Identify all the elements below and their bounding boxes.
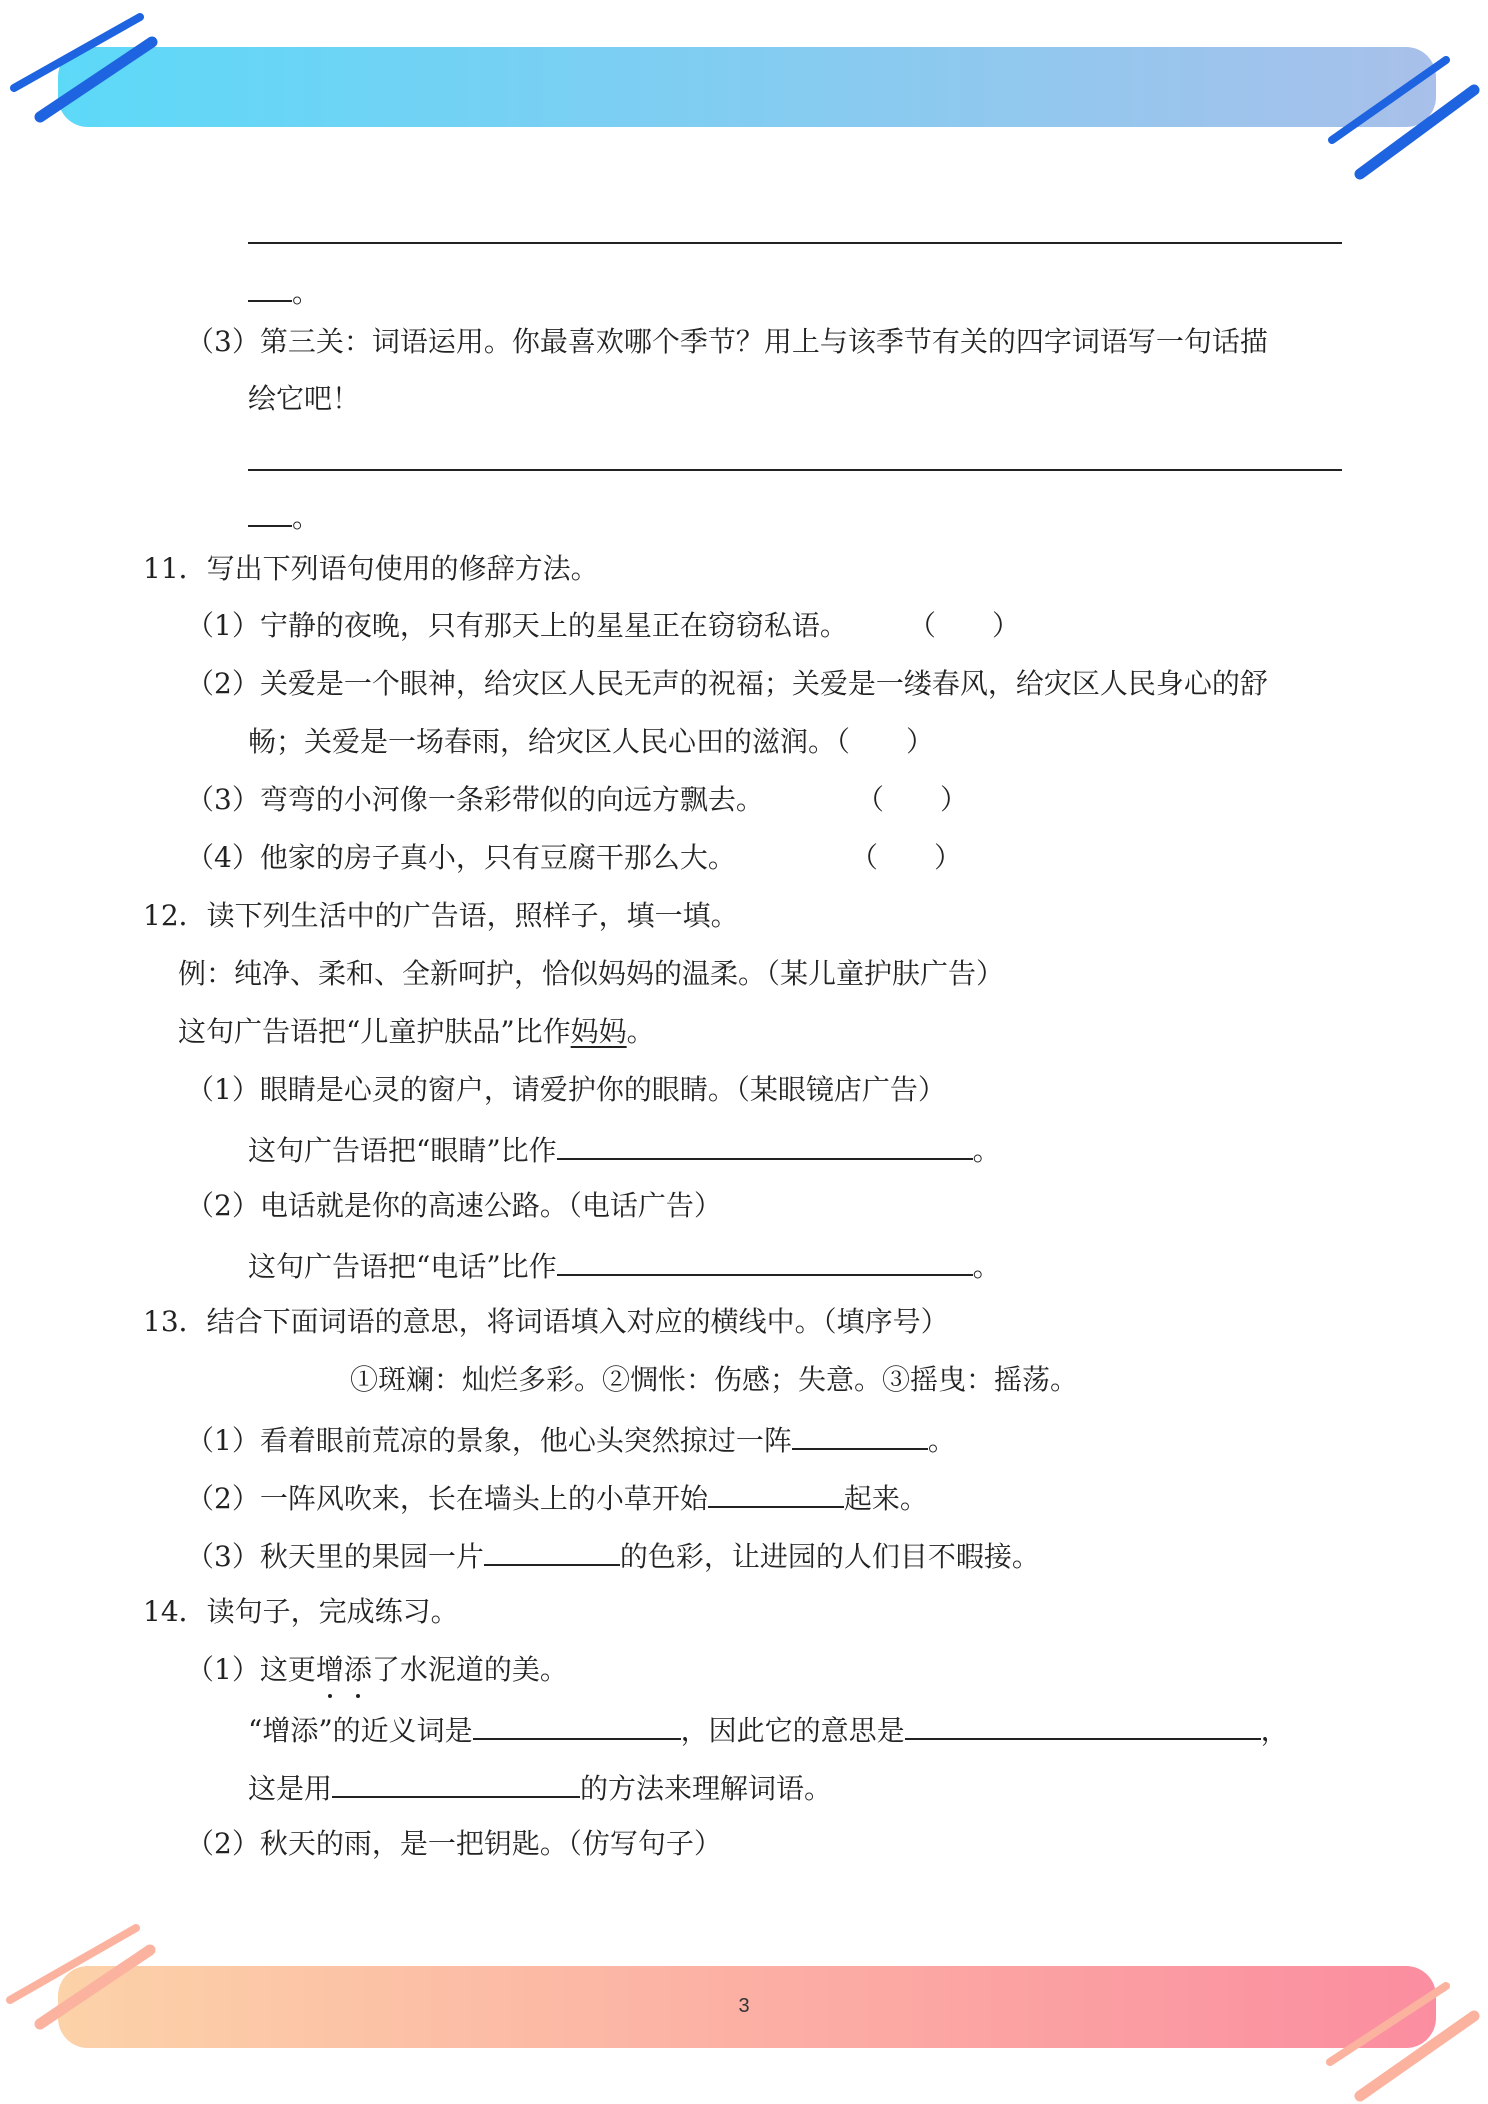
q14-s1-before: （1）这更 <box>186 1653 316 1686</box>
q12-example-answer <box>178 1012 655 1052</box>
q12-example: 例：纯净、柔和、全新呵护，恰似妈妈的温柔。（某儿童护肤广告） <box>178 957 1005 990</box>
q12-item-2: （2）电话就是你的高速公路。（电话广告） <box>186 1189 722 1222</box>
q11-item-4-text: （4）他家的房子真小，只有豆腐干那么大。 <box>186 841 736 874</box>
q14-title: 14．读句子，完成练习。 <box>143 1595 459 1628</box>
answer-line-2[interactable] <box>248 469 1342 471</box>
q14-p1: “增添”的近义词是 <box>248 1714 473 1747</box>
q14-p4: 这是用 <box>248 1772 333 1805</box>
q14-method-line <box>248 1766 832 1809</box>
q12-example-end: 。 <box>626 1015 655 1048</box>
answer-blank-short[interactable] <box>248 495 292 527</box>
q11-item-3-paren[interactable]: （ ） <box>856 783 969 816</box>
q14-s1-dotted-char-1: 增 <box>316 1650 344 1690</box>
q12-example-prefix: 这句广告语把“儿童护肤品”比作 <box>178 1015 571 1048</box>
q11-item-4-paren[interactable]: （ ） <box>850 841 963 874</box>
q11-item-2-text: 畅；关爱是一场春雨，给灾区人民心田的滋润。 <box>248 725 837 758</box>
q13-item-3 <box>186 1534 1040 1577</box>
q12-title: 12．读下列生活中的广告语，照样子，填一填。 <box>143 899 739 932</box>
q11-item-1-paren[interactable]: （ ） <box>908 609 1021 642</box>
q13-item-1-blank[interactable] <box>792 1418 928 1450</box>
q13-item-2-after: 起来。 <box>843 1482 928 1515</box>
answer-line-2-tail <box>248 495 320 538</box>
q10-3-line2: 绘它吧！ <box>248 382 361 415</box>
q13-title: 13．结合下面词语的意思，将词语填入对应的横线中。（填序号） <box>143 1305 949 1338</box>
header-bar <box>58 47 1436 127</box>
answer-line-2-end: 。 <box>292 501 321 534</box>
q13-item-1-after: 。 <box>927 1424 956 1457</box>
q13-item-3-blank[interactable] <box>484 1534 620 1566</box>
q14-synonym-blank[interactable] <box>473 1708 681 1740</box>
q14-s1-after: 了水泥道的美。 <box>371 1653 568 1686</box>
q14-p2: ，因此它的意思是 <box>680 1714 905 1747</box>
q12-item-1-prompt-text: 这句广告语把“眼睛”比作 <box>248 1134 557 1167</box>
q11-item-1-text: （1）宁静的夜晚，只有那天上的星星正在窃窃私语。 <box>186 609 848 642</box>
q11-item-2-line1: （2）关爱是一个眼神，给灾区人民无声的祝福；关爱是一缕春风，给灾区人民身心的舒 <box>186 667 1268 700</box>
q14-sentence-1 <box>186 1650 568 1690</box>
page-number: 3 <box>738 1995 750 2017</box>
q12-item-2-prompt-text: 这句广告语把“电话”比作 <box>248 1250 557 1283</box>
q12-item-2-blank[interactable] <box>557 1244 973 1276</box>
q13-item-2-blank[interactable] <box>708 1476 844 1508</box>
q13-item-2-before: （2）一阵风吹来，长在墙头上的小草开始 <box>186 1482 708 1515</box>
q14-sentence-2: （2）秋天的雨，是一把钥匙。（仿写句子） <box>186 1827 722 1860</box>
q12-example-answer-word: 妈妈 <box>570 1015 627 1048</box>
answer-line-1-tail <box>248 270 320 313</box>
header-banner <box>0 0 1488 190</box>
q13-item-3-before: （3）秋天里的果园一片 <box>186 1540 484 1573</box>
q11-item-2-line2 <box>248 722 934 762</box>
q11-item-2-paren[interactable]: （ ） <box>836 725 935 758</box>
answer-line-1-end: 。 <box>292 276 321 309</box>
q12-item-1: （1）眼睛是心灵的窗户，请爱护你的眼睛。（某眼镜店广告） <box>186 1073 946 1106</box>
q11-item-3 <box>186 780 969 820</box>
q11-item-4 <box>186 838 963 878</box>
q13-item-2 <box>186 1476 928 1519</box>
q13-item-3-after: 的色彩，让进园的人们目不暇接。 <box>619 1540 1040 1573</box>
q12-item-1-prompt <box>248 1128 1001 1171</box>
q11-item-3-text: （3）弯弯的小河像一条彩带似的向远方飘去。 <box>186 783 764 816</box>
q13-item-1-before: （1）看着眼前荒凉的景象，他心头突然掠过一阵 <box>186 1424 792 1457</box>
q14-method-blank[interactable] <box>332 1766 580 1798</box>
q12-item-2-prompt <box>248 1244 1001 1287</box>
q10-3-line1: （3）第三关：词语运用。你最喜欢哪个季节？用上与该季节有关的四字词语写一句话描 <box>186 325 1268 358</box>
answer-blank-short[interactable] <box>248 270 292 302</box>
q14-s1-dotted-char-2: 添 <box>344 1650 372 1690</box>
q14-p5: 的方法来理解词语。 <box>580 1772 833 1805</box>
q12-item-2-end: 。 <box>972 1250 1001 1283</box>
q14-synonym-line <box>248 1708 1289 1751</box>
answer-line-1[interactable] <box>248 242 1342 244</box>
q12-item-1-end: 。 <box>972 1134 1001 1167</box>
q11-title: 11．写出下列语句使用的修辞方法。 <box>143 552 599 585</box>
q13-words: ①斑斓：灿烂多彩。②惆怅：伤感；失意。③摇曳：摇荡。 <box>350 1363 1079 1396</box>
q14-meaning-blank[interactable] <box>905 1708 1261 1740</box>
q11-item-1 <box>186 606 1021 646</box>
q14-p3: ， <box>1260 1714 1289 1747</box>
q12-item-1-blank[interactable] <box>557 1128 973 1160</box>
q13-item-1 <box>186 1418 956 1461</box>
